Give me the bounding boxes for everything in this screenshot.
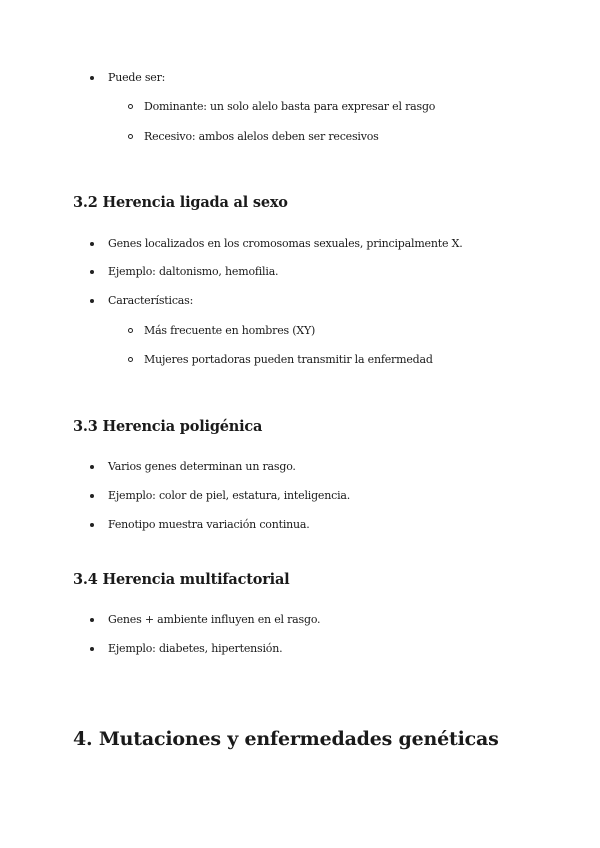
list-item: Dominante: un solo alelo basta para expresar el rasgo [144, 100, 436, 113]
list-item: Más frecuente en hombres (XY) [144, 324, 316, 337]
list-item: Ejemplo: color de piel, estatura, inteligencia. [108, 489, 351, 502]
list-item: Recesivo: ambos alelos deben ser recesivos [144, 130, 379, 143]
bullet-disc-icon [90, 460, 94, 474]
list-item: Fenotipo muestra variación continua. [108, 518, 310, 531]
bullet-circle-icon [128, 324, 133, 338]
list-item: Ejemplo: daltonismo, hemofilia. [108, 265, 279, 278]
list-item: Ejemplo: diabetes, hipertensión. [108, 642, 283, 655]
list-item: Genes localizados en los cromosomas sexuales, principalmente X. [108, 237, 463, 250]
chapter-heading: 4. Mutaciones y enfermedades genéticas [73, 728, 499, 750]
list-item: Mujeres portadoras pueden transmitir la enfermedad [144, 353, 433, 366]
list-item: Varios genes determinan un rasgo. [108, 460, 296, 473]
bullet-disc-icon [90, 237, 94, 251]
list-item: Puede ser: [108, 71, 166, 84]
section-heading: 3.4 Herencia multifactorial [73, 571, 290, 588]
bullet-circle-icon [128, 353, 133, 367]
bullet-circle-icon [128, 130, 133, 144]
bullet-circle-icon [128, 100, 133, 114]
bullet-disc-icon [90, 71, 94, 85]
section-heading: 3.3 Herencia poligénica [73, 418, 263, 435]
bullet-disc-icon [90, 642, 94, 656]
bullet-disc-icon [90, 489, 94, 503]
list-item: Genes + ambiente influyen en el rasgo. [108, 613, 321, 626]
bullet-disc-icon [90, 294, 94, 308]
section-heading: 3.2 Herencia ligada al sexo [73, 194, 288, 211]
bullet-disc-icon [90, 613, 94, 627]
list-item: Características: [108, 294, 194, 307]
bullet-disc-icon [90, 265, 94, 279]
bullet-disc-icon [90, 518, 94, 532]
